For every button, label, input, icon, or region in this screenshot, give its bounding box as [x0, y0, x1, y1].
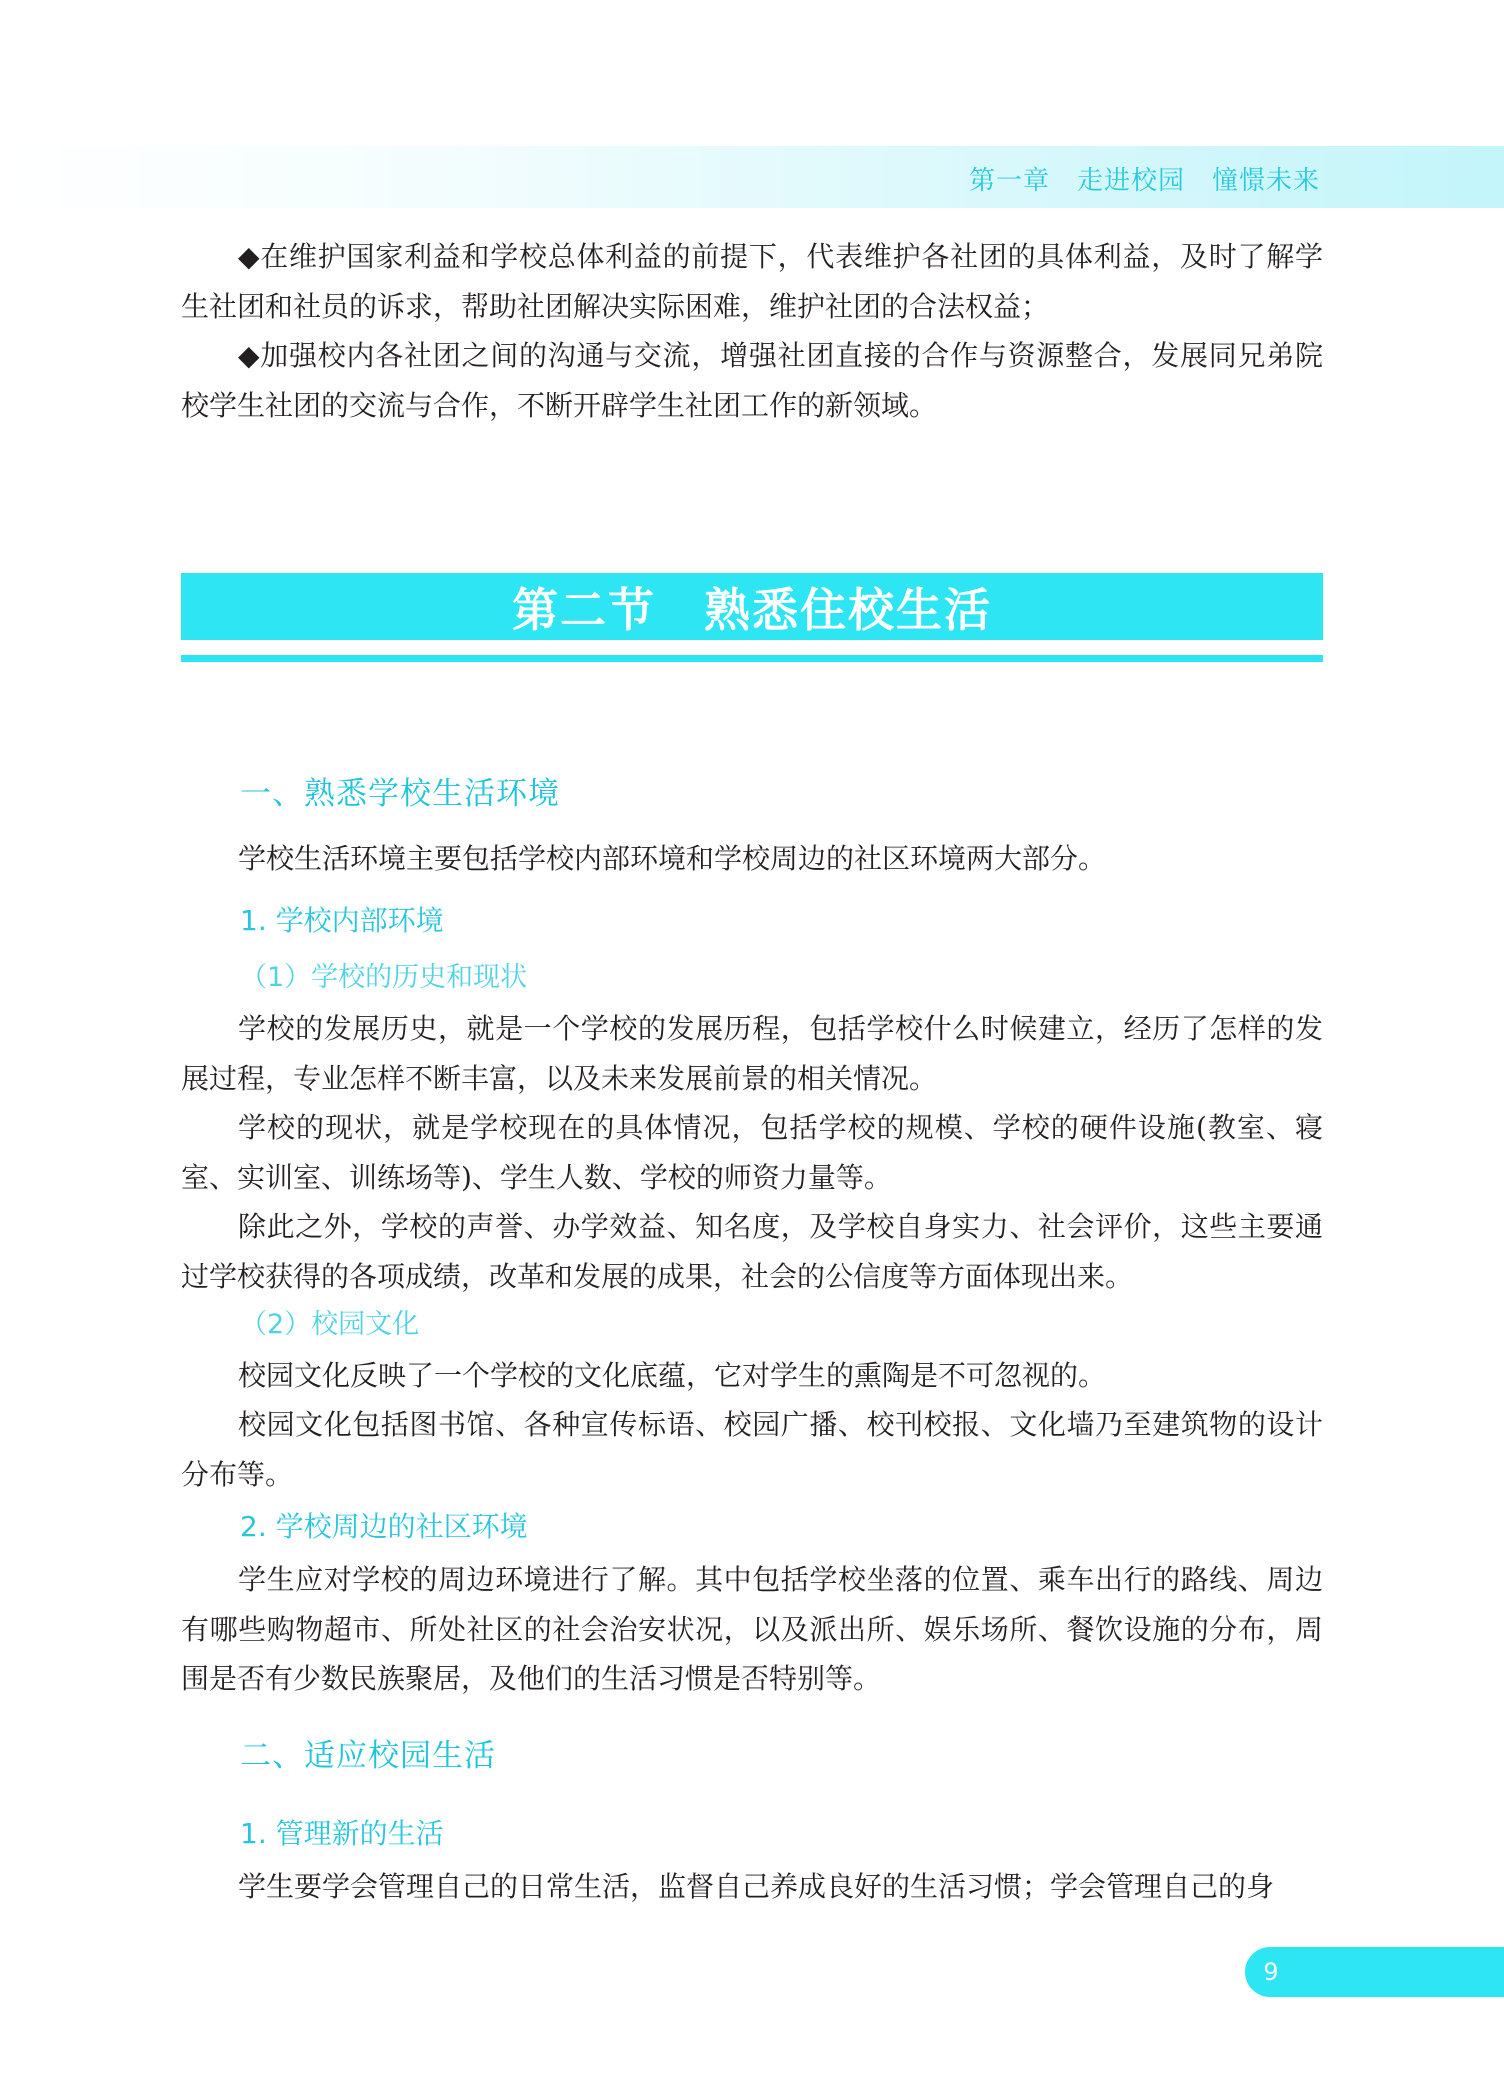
section-title: 第二节 熟悉住校生活: [512, 582, 992, 637]
section-title-bar: [181, 573, 1323, 640]
history-paragraph: 学校的发展历史，就是一个学校的发展历程，包括学校什么时候建立，经历了怎样的发展过程，专业怎样不断丰富，以及未来发展前景的相关情况。: [181, 1012, 1323, 1095]
part1-sub2-heading: 2. 学校周边的社区环境: [240, 1510, 528, 1543]
running-head: 第一章 走进校园 憧憬未来: [968, 166, 1320, 196]
campus-culture-heading: （2）校园文化: [240, 1309, 420, 1340]
section-underline: [181, 655, 1323, 662]
part1-heading: 一、熟悉学校生活环境: [240, 776, 560, 812]
intro-paragraph-2: ◆加强校内各社团之间的沟通与交流，增强社团直接的合作与资源整合，发展同兄弟院校学生社团的交流与合作，不断开辟学生社团工作的新领域。: [181, 339, 1323, 422]
culture-paragraph-2: 校园文化包括图书馆、各种宣传标语、校园广播、校刊校报、文化墙乃至建筑物的设计分布等。: [181, 1408, 1323, 1491]
history-status-heading: （1）学校的历史和现状: [240, 962, 528, 993]
intro-paragraph-1: ◆在维护国家利益和学校总体利益的前提下，代表维护各社团的具体利益，及时了解学生社团和社员的诉求，帮助社团解决实际困难，维护社团的合法权益；: [181, 240, 1323, 323]
status-paragraph: 学校的现状，就是学校现在的具体情况，包括学校的规模、学校的硬件设施(教室、寝室、实训室、训练场等)、学生人数、学校的师资力量等。: [181, 1111, 1323, 1194]
community-paragraph: 学生应对学校的周边环境进行了解。其中包括学校坐落的位置、乘车出行的路线、周边有哪些购物超市、所处社区的社会治安状况，以及派出所、娱乐场所、餐饮设施的分布，周围是否有少数民族聚居，及他们的生活习惯是否特别等。: [181, 1563, 1323, 1695]
part1-sub1-heading: 1. 学校内部环境: [240, 904, 444, 937]
part2-sub1-heading: 1. 管理新的生活: [240, 1817, 444, 1850]
part2-heading: 二、适应校园生活: [240, 1738, 496, 1774]
page-number: 9: [1263, 1958, 1279, 1986]
culture-paragraph-1: 校园文化反映了一个学校的文化底蕴，它对学生的熏陶是不可忽视的。: [238, 1359, 1107, 1392]
part2-paragraph: 学生要学会管理自己的日常生活，监督自己养成良好的生活习惯；学会管理自己的身: [238, 1870, 1275, 1903]
part1-intro: 学校生活环境主要包括学校内部环境和学校周边的社区环境两大部分。: [238, 842, 1107, 875]
reputation-paragraph: 除此之外，学校的声誉、办学效益、知名度，及学校自身实力、社会评价，这些主要通过学校获得的各项成绩，改革和发展的成果，社会的公信度等方面体现出来。: [181, 1210, 1323, 1293]
